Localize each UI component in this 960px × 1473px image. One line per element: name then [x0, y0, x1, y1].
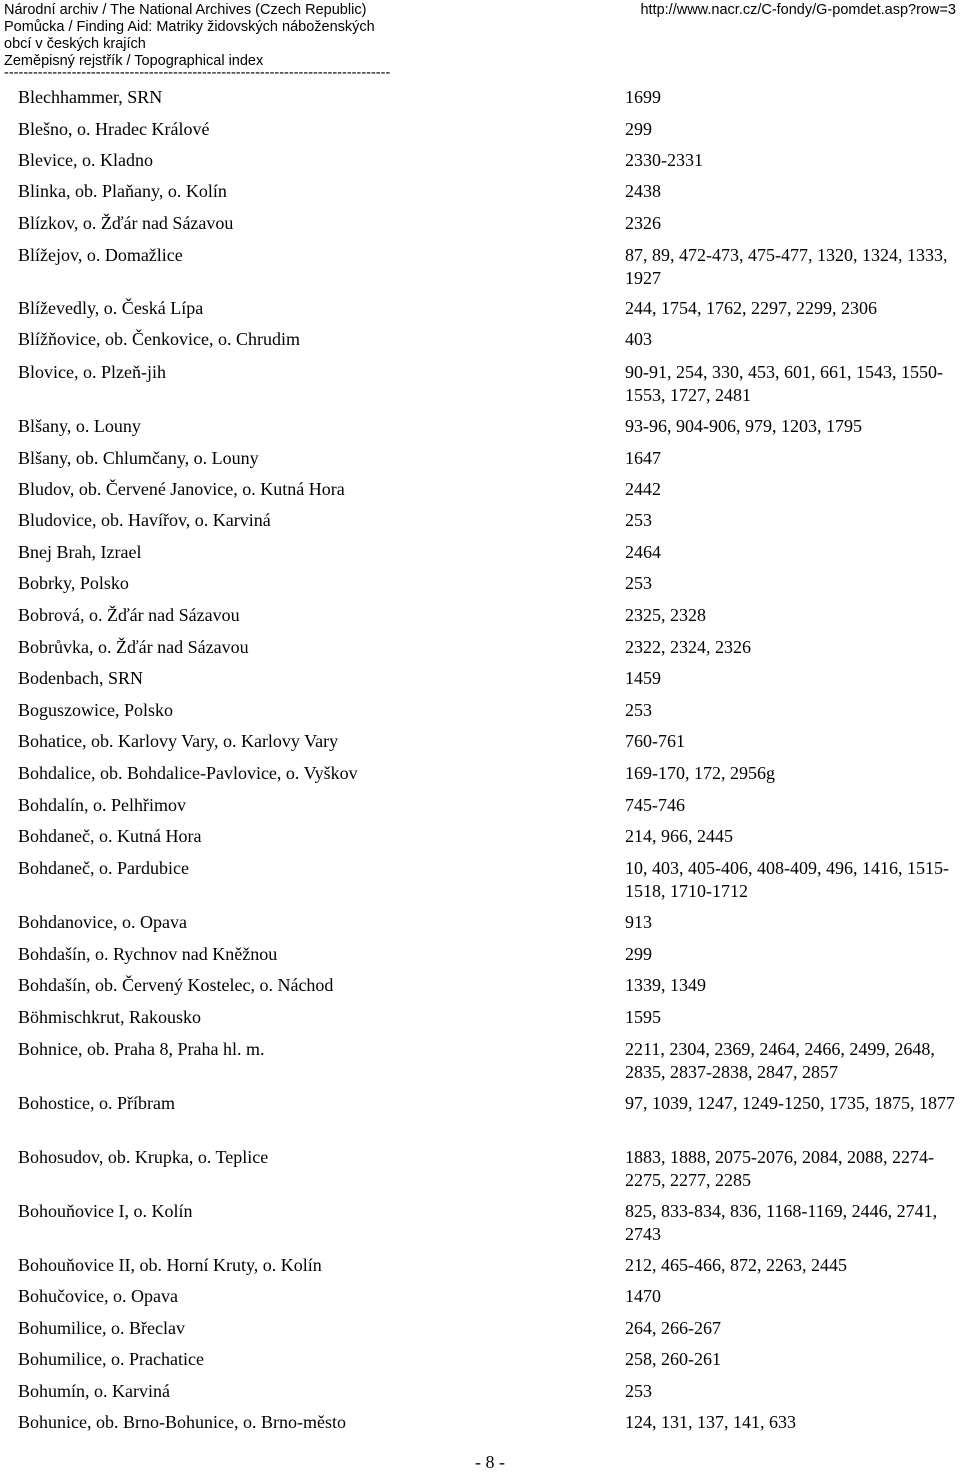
header-finding-aid: Pomůcka / Finding Aid: Matriky židovských náboženských	[4, 19, 375, 35]
entry-place-name: Bohatice, ob. Karlovy Vary, o. Karlovy Vary	[18, 731, 339, 751]
entry-reference-numbers: 2464	[625, 542, 661, 562]
entry-reference-numbers: 169-170, 172, 2956g	[625, 763, 775, 783]
entry-reference-numbers: 87, 89, 472-473, 475-477, 1320, 1324, 1333, 1927	[625, 245, 948, 288]
entry-reference-numbers: 299	[625, 119, 652, 139]
entry-place-name: Blinka, ob. Plaňany, o. Kolín	[18, 181, 227, 201]
entry-reference-numbers: 299	[625, 944, 652, 964]
entry-reference-numbers: 1459	[625, 668, 661, 688]
entry-place-name: Bohouňovice I, o. Kolín	[18, 1201, 193, 1221]
entry-place-name: Bohdašín, o. Rychnov nad Kněžnou	[18, 944, 278, 964]
entry-reference-numbers: 2322, 2324, 2326	[625, 637, 751, 657]
entry-reference-numbers: 258, 260-261	[625, 1349, 721, 1369]
entry-reference-numbers: 1470	[625, 1286, 661, 1306]
archive-header	[4, 2, 375, 70]
entry-place-name: Bohosudov, ob. Krupka, o. Teplice	[18, 1147, 269, 1167]
entry-place-name: Blížňovice, ob. Čenkovice, o. Chrudim	[18, 329, 300, 349]
entry-reference-numbers: 1883, 1888, 2075-2076, 2084, 2088, 2274-2275, 2277, 2285	[625, 1147, 934, 1190]
entry-place-name: Blížejov, o. Domažlice	[18, 245, 183, 265]
entry-reference-numbers: 93-96, 904-906, 979, 1203, 1795	[625, 416, 862, 436]
entry-reference-numbers: 214, 966, 2445	[625, 826, 733, 846]
entry-place-name: Bohouňovice II, ob. Horní Kruty, o. Kolín	[18, 1255, 322, 1275]
entry-place-name: Bobrky, Polsko	[18, 573, 129, 593]
entry-place-name: Bludovice, ob. Havířov, o. Karviná	[18, 510, 271, 530]
entry-reference-numbers: 2211, 2304, 2369, 2464, 2466, 2499, 2648, 2835, 2837-2838, 2847, 2857	[625, 1039, 935, 1082]
entry-place-name: Bohnice, ob. Praha 8, Praha hl. m.	[18, 1039, 265, 1059]
entry-place-name: Blešno, o. Hradec Králové	[18, 119, 210, 139]
entry-place-name: Bohumilice, o. Břeclav	[18, 1318, 185, 1338]
entry-place-name: Bohdalice, ob. Bohdalice-Pavlovice, o. Vyškov	[18, 763, 358, 783]
entry-reference-numbers: 10, 403, 405-406, 408-409, 496, 1416, 1515-1518, 1710-1712	[625, 858, 949, 901]
header-archive-name: Národní archiv / The National Archives (Czech Republic)	[4, 2, 367, 18]
page-number: - 8 -	[475, 1452, 505, 1472]
source-url: http://www.nacr.cz/C-fondy/G-pomdet.asp?row=3	[640, 2, 956, 18]
entry-place-name: Bohdaneč, o. Kutná Hora	[18, 826, 202, 846]
entry-reference-numbers: 1595	[625, 1007, 661, 1027]
entry-reference-numbers: 403	[625, 329, 652, 349]
entry-place-name: Blevice, o. Kladno	[18, 150, 153, 170]
entry-place-name: Blšany, ob. Chlumčany, o. Louny	[18, 448, 259, 468]
entry-reference-numbers: 253	[625, 1381, 652, 1401]
entry-place-name: Bludov, ob. Červené Janovice, o. Kutná Hora	[18, 479, 345, 499]
entry-place-name: Blechhammer, SRN	[18, 87, 163, 107]
entry-place-name: Bohumilice, o. Prachatice	[18, 1349, 204, 1369]
entry-place-name: Bohučovice, o. Opava	[18, 1286, 178, 1306]
entry-place-name: Bohdašín, ob. Červený Kostelec, o. Náchod	[18, 975, 334, 995]
entry-place-name: Bohdaneč, o. Pardubice	[18, 858, 189, 878]
entry-place-name: Bobrůvka, o. Žďár nad Sázavou	[18, 637, 249, 657]
entry-reference-numbers: 1647	[625, 448, 661, 468]
entry-reference-numbers: 124, 131, 137, 141, 633	[625, 1412, 796, 1432]
entry-place-name: Bodenbach, SRN	[18, 668, 143, 688]
entry-reference-numbers: 2438	[625, 181, 661, 201]
entry-reference-numbers: 913	[625, 912, 652, 932]
entry-reference-numbers: 745-746	[625, 795, 685, 815]
entry-reference-numbers: 2325, 2328	[625, 605, 706, 625]
entry-place-name: Böhmischkrut, Rakousko	[18, 1007, 201, 1027]
entry-reference-numbers: 2326	[625, 213, 661, 233]
entry-place-name: Blovice, o. Plzeň-jih	[18, 362, 166, 382]
entry-place-name: Bobrová, o. Žďár nad Sázavou	[18, 605, 240, 625]
entry-place-name: Blízkov, o. Žďár nad Sázavou	[18, 213, 234, 233]
entry-place-name: Boguszowice, Polsko	[18, 700, 173, 720]
entry-reference-numbers: 212, 465-466, 872, 2263, 2445	[625, 1255, 847, 1275]
entry-reference-numbers: 760-761	[625, 731, 685, 751]
entry-place-name: Blšany, o. Louny	[18, 416, 141, 436]
entry-reference-numbers: 253	[625, 700, 652, 720]
entry-reference-numbers: 825, 833-834, 836, 1168-1169, 2446, 2741, 2743	[625, 1201, 938, 1244]
entry-reference-numbers: 2330-2331	[625, 150, 703, 170]
entry-reference-numbers: 264, 266-267	[625, 1318, 721, 1338]
entry-place-name: Bohumín, o. Karviná	[18, 1381, 170, 1401]
entry-place-name: Bohdalín, o. Pelhřimov	[18, 795, 186, 815]
entry-reference-numbers: 1339, 1349	[625, 975, 706, 995]
entry-place-name: Bohdanovice, o. Opava	[18, 912, 187, 932]
entry-place-name: Blíževedly, o. Česká Lípa	[18, 298, 204, 318]
entry-place-name: Bnej Brah, Izrael	[18, 542, 142, 562]
entry-reference-numbers: 1699	[625, 87, 661, 107]
entry-reference-numbers: 2442	[625, 479, 661, 499]
header-finding-aid-cont: obcí v českých krajích	[4, 36, 146, 52]
entry-reference-numbers: 97, 1039, 1247, 1249-1250, 1735, 1875, 1877	[625, 1093, 955, 1113]
entry-reference-numbers: 244, 1754, 1762, 2297, 2299, 2306	[625, 298, 877, 318]
entry-place-name: Bohostice, o. Příbram	[18, 1093, 175, 1113]
entry-reference-numbers: 253	[625, 573, 652, 593]
entry-place-name: Bohunice, ob. Brno-Bohunice, o. Brno-město	[18, 1412, 346, 1432]
header-divider: --------------------------------------------------------------------------------	[4, 66, 391, 80]
entry-reference-numbers: 90-91, 254, 330, 453, 601, 661, 1543, 1550-1553, 1727, 2481	[625, 362, 943, 405]
entry-reference-numbers: 253	[625, 510, 652, 530]
header-index-title: Zeměpisný rejstřík / Topographical index	[4, 53, 264, 69]
